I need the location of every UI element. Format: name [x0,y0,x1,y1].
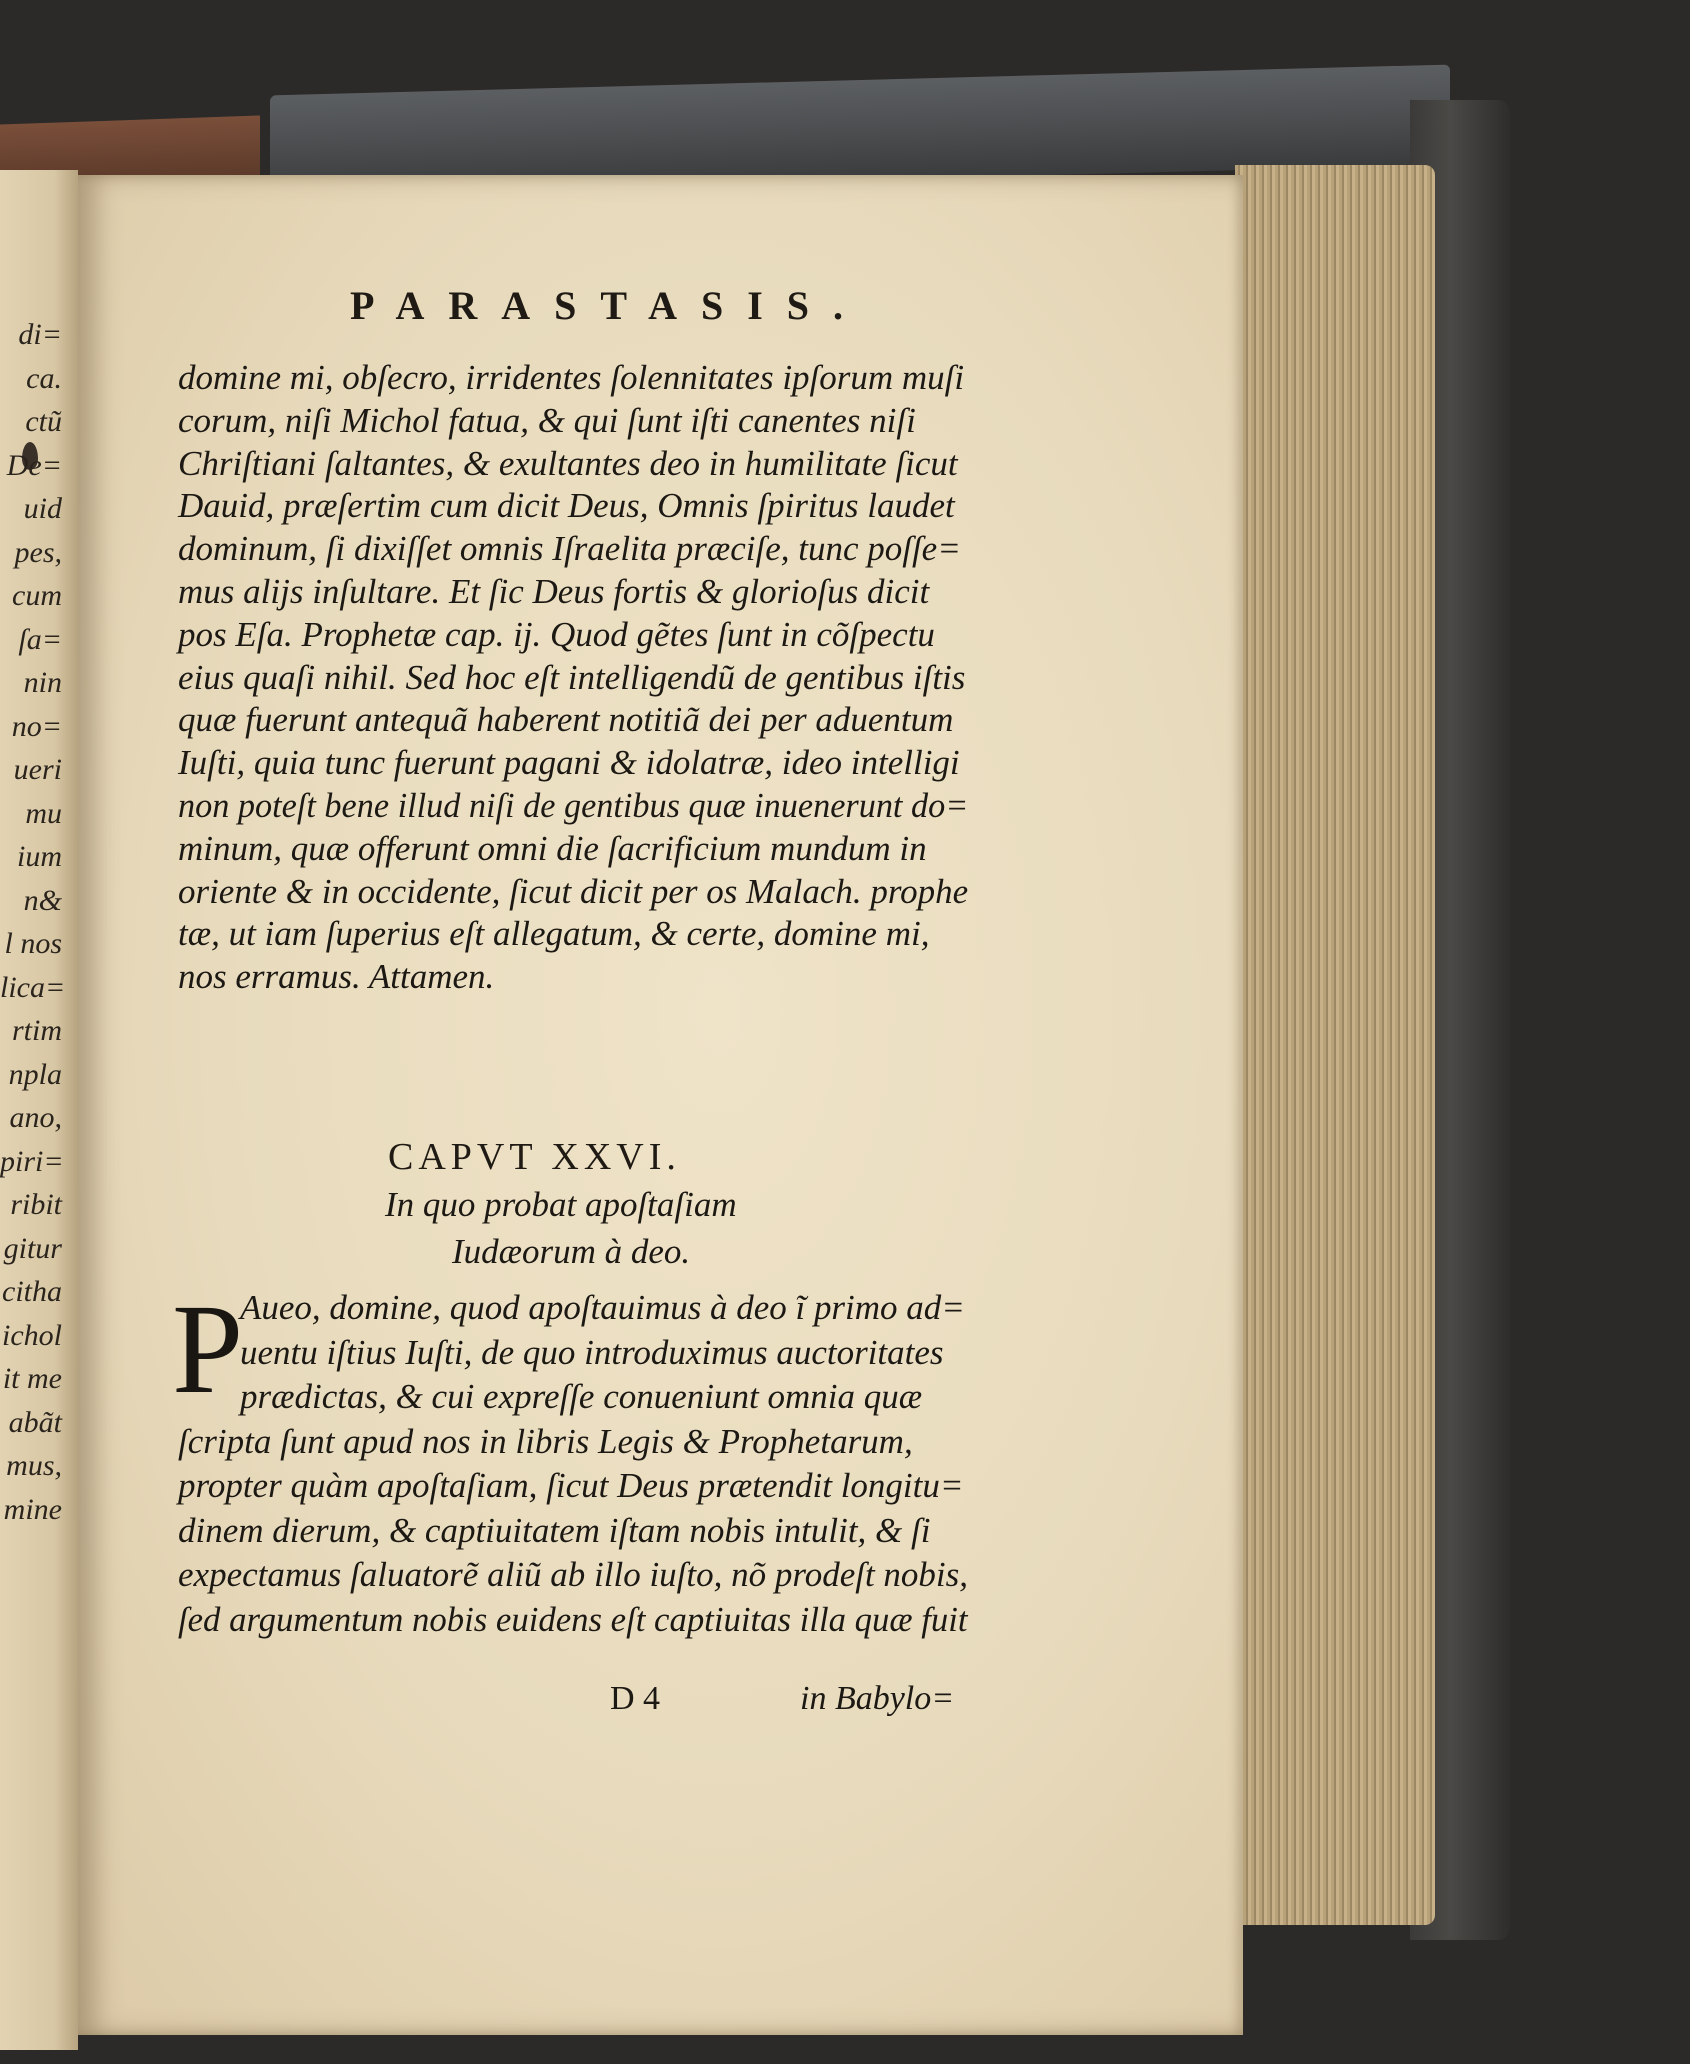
left-page-fragment-line: gitur [3,1231,62,1265]
left-page-fragment-line: l nos [4,927,62,960]
left-page-fragment-line: mine [3,1492,62,1526]
chapter-subtitle-1: In quo probat apoſtaſiam [385,1185,737,1224]
chapter-subtitle-2: Iudæorum à deo. [452,1232,691,1271]
text-line: Chriſtiani ſaltantes, & exultantes deo in humilitate ſicut [178,443,958,483]
text-line: mus alijs inſultare. Et ſic Deus fortis & glorioſus dicit [178,572,930,611]
text-line: corum, niſi Michol fatua, & qui ſunt iſti canentes niſi [178,400,916,440]
text-line: eius quaſi nihil. Sed hoc eſt intelligendũ de gentibus iſtis [178,657,966,697]
left-page-fragment-line: npla [8,1057,62,1091]
left-page-fragment-line: it me [2,1362,62,1395]
left-page-fragment-line: piri= [0,1144,64,1178]
text-line: dominum, ſi dixiſſet omnis Iſraelita præciſe, tunc poſſe= [178,529,961,569]
chapter-text-line: ſed argumentum nobis euidens eſt captiuitas illa quæ fuit [178,1599,968,1639]
left-page-fragment-line: pes, [14,535,62,569]
left-page-fragment-line: citha [2,1275,62,1308]
left-page-fragment-line: cum [12,579,62,612]
text-line: Iuſti, quia tunc fuerunt pagani & idolatræ, ideo intelligi [178,743,960,783]
chapter-text-line: dinem dierum, & captiuitatem iſtam nobis intulit, & ſi [178,1510,931,1550]
text-line: pos Eſa. Prophetæ cap. ij. Quod gẽtes ſunt in cõſpectu [178,614,935,654]
left-page-fragment-line: lica= [0,970,66,1004]
text-line: domine mi, obſecro, irridentes ſolennitates ipſorum muſi [178,358,965,397]
chapter-text-line: expectamus ſaluatorẽ aliũ ab illo iuſto, nõ prodeſt nobis, [178,1555,969,1594]
catchword: in Babylo= [800,1680,955,1717]
running-header: PARASTASIS. [350,283,868,328]
chapter-text-line: uentu iſtius Iuſti, de quo introduximus auctoritates [240,1332,944,1372]
left-page-fragment-line: abãt [8,1405,62,1439]
text-line: non poteſt bene illud niſi de gentibus quæ inuenerunt do= [178,786,969,825]
left-page-fragment-line: ca. [26,361,62,395]
text-line: tæ, ut iam ſuperius eſt allegatum, & certe, domine mi, [178,914,930,954]
left-page-fragment-line: ribit [10,1188,62,1221]
left-page-fragment-line: mu [25,796,62,830]
text-line: quæ fuerunt antequã haberent notitiã dei per aduentum [178,700,954,740]
text-line: Dauid, præſertim cum dicit Deus, Omnis ſpiritus laudet [178,486,955,526]
left-page-fragment-line: uid [23,492,62,525]
drop-cap: P [172,1278,244,1420]
left-page-fragment-line: nin [23,666,62,699]
chapter-text-line: Aueo, domine, quod apoſtauimus à deo ĩ primo ad= [240,1288,965,1327]
page-edges [1235,165,1435,1925]
chapter-text-line: prædictas, & cui expreſſe conueniunt omnia quæ [240,1377,923,1416]
left-page-fragment-line: ium [17,840,62,873]
text-line: minum, quæ offerunt omni die ſacrificium mundum in [178,828,927,868]
left-page-fragment-line: ichol [2,1318,62,1352]
left-page-fragment-line: ſa= [18,622,62,656]
text-line: oriente & in occidente, ſicut dicit per os Malach. prophe [178,871,969,911]
left-page-fragment-line: ctũ [25,405,62,438]
left-page-fragment-line: De= [6,448,62,482]
left-page-fragment-line: mus, [6,1449,62,1482]
signature-mark: D 4 [610,1680,661,1717]
left-page-fragment-line: di= [18,318,62,351]
left-page-fragment-line: ueri [13,753,62,786]
left-page-fragment-line: rtim [11,1014,62,1047]
chapter-title: CAPVT XXVI. [388,1136,681,1178]
left-page-fragment-line: ano, [9,1101,62,1134]
chapter-text-line: ſcripta ſunt apud nos in libris Legis & Prophetarum, [178,1421,913,1461]
left-page-fragment-line: n& [23,883,62,917]
left-page-fragment-line: no= [11,709,62,743]
chapter-text-line: propter quàm apoſtaſiam, ſicut Deus prætendit longitu= [178,1466,964,1505]
text-line: nos erramus. Attamen. [178,957,495,997]
